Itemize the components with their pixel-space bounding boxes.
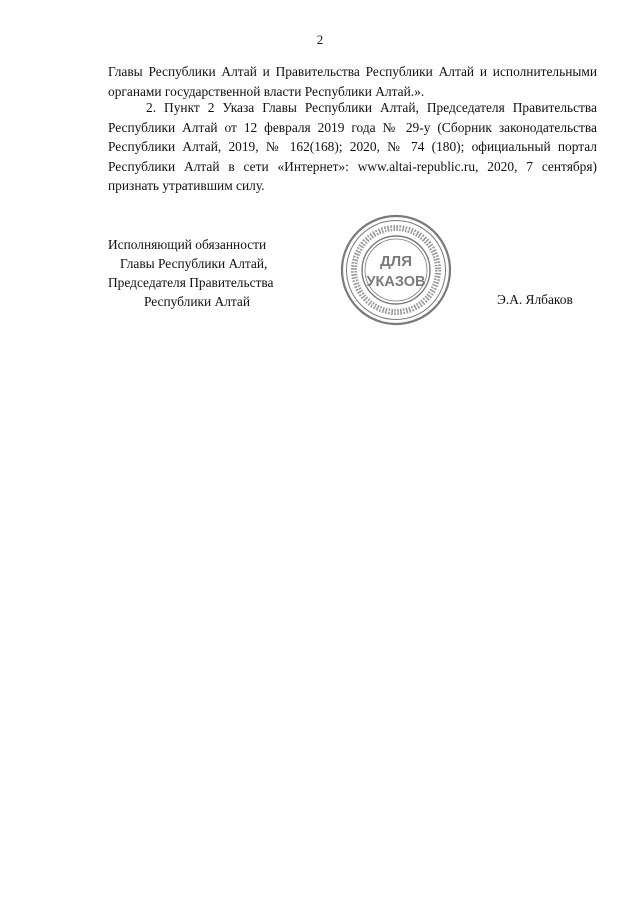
page-number: 2 [316, 32, 324, 47]
signatory-title [108, 235, 338, 311]
signatory-title-line: Главы Республики Алтай, [120, 256, 268, 271]
paragraph-item-2-text: 2. Пункт 2 Указа Главы Республики Алтай, Председателя Правительства Республики Алтай от 12 февраля 2019 года № 29-у (Сборник законодательства Республики Алтай, 2019, № 162(168); 2020, № 74 (180); официальный портал Республики Алтай в сети «Интернет»: www.altai-republic.ru, 2020, 7 сентября) признать утратившим силу. [108, 100, 597, 193]
stamp-text-line-2: УКАЗОВ [366, 274, 426, 290]
signatory-title-line: Исполняющий обязанности [108, 237, 267, 252]
official-stamp [340, 214, 452, 326]
paragraph-item-2 [108, 98, 597, 196]
paragraph-continuation [108, 62, 597, 101]
stamp-seal-icon [340, 214, 452, 326]
signer-name: Э.А. Ялбаков [497, 292, 573, 307]
signatory-title-line: Председателя Правительства [108, 275, 274, 290]
stamp-text-line-1: ДЛЯ [380, 253, 412, 270]
signatory-title-line: Республики Алтай [144, 294, 251, 309]
paragraph-continuation-text: Главы Республики Алтай и Правительства Республики Алтай и исполнительными органами государственной власти Республики Алтай.». [108, 64, 597, 99]
